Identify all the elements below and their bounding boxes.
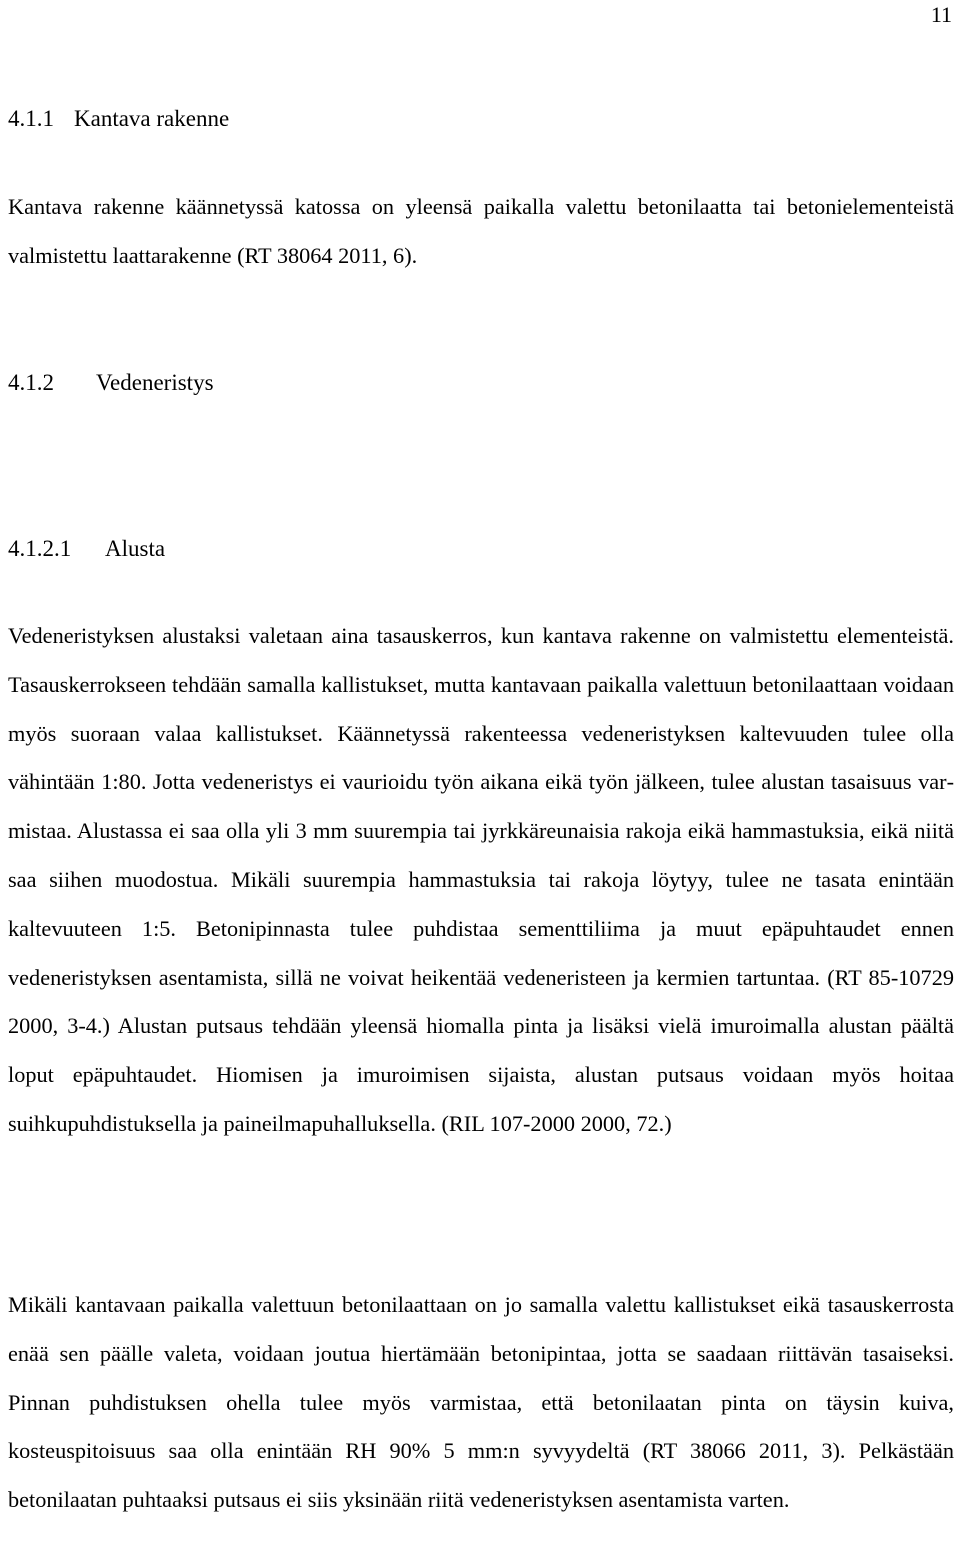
section-heading-vedeneristys [8,370,214,396]
paragraph-alusta-1: Vedeneristyksen alustaksi valetaan aina tasauskerros, kun kantava rakenne on valmistettu elementeistä. Tasauskerrokseen tehdään samalla kallistukset, mutta kantavaan paikalla valettuun betonilaattaan voidaan myös suoraan valaa kallistukset. Käännetyssä rakenteessa vedeneristyksen kaltevuuden tulee olla vähintään 1:80. Jotta vedeneristys ei vaurioidu työn aikana eikä työn jälkeen, tulee alustan tasaisuus varmistaa. Alustassa ei saa olla yli 3 mm suurempia tai jyrkkäreunaisia rakoja eikä hammastuksia, eikä niitä saa siihen muodostua. Mikäli suurempia hammastuksia tai rakoja löytyy, tulee ne tasata enintään kaltevuuteen 1:5. Betonipinnasta tulee puhdistaa sementtiliima ja muut epäpuhtaudet ennen vedeneristyksen asentamista, sillä ne voivat heikentää vedeneristeen ja kermien tartuntaa. (RT 85-10729 2000, 3-4.) Alustan putsaus tehdään yleensä hiomalla pinta ja lisäksi vielä imuroimalla alustan päältä loput epäpuhtaudet. Hiomisen ja imuroimisen sijaista, alustan putsaus voidaan myös hoitaa suihkupuhdistuksella ja paineilmapuhalluksella. (RIL 107-2000 2000, 72.) [8,623,954,1136]
page-number: 11 [930,2,952,27]
section-title: Alusta [105,536,166,561]
section-title: Kantava rakenne [74,106,230,131]
section-heading-alusta [8,536,165,562]
paragraph-kantava-rakenne: Kantava rakenne käännetyssä katossa on yleensä paikalla valettu betonilaatta tai betonielementeistä valmistettu laattarakenne (RT 38064 2011, 6). [8,194,954,268]
section-number: 4.1.2.1 [8,536,72,561]
section-title: Vedeneristys [96,370,214,395]
section-heading-kantava-rakenne [8,106,229,132]
section-number: 4.1.1 [8,106,54,131]
section-number: 4.1.2 [8,370,54,395]
paragraph-alusta-2: Mikäli kantavaan paikalla valettuun betonilaattaan on jo samalla valettu kallistukset eikä tasauskerrosta enää sen päälle valeta, voidaan joutua hiertämään betonipintaa, jotta se saadaan riittävän tasaiseksi. Pinnan puhdistuksen ohella tulee myös varmistaa, että betonilaatan pinta on täysin kuiva, kosteuspitoisuus saa olla enintään RH 90% 5 mm:n syvyydeltä (RT 38066 2011, 3). Pelkästään betonilaatan puhtaaksi putsaus ei siis yksinään riitä vedeneristyksen asentamista varten. [8,1292,954,1513]
